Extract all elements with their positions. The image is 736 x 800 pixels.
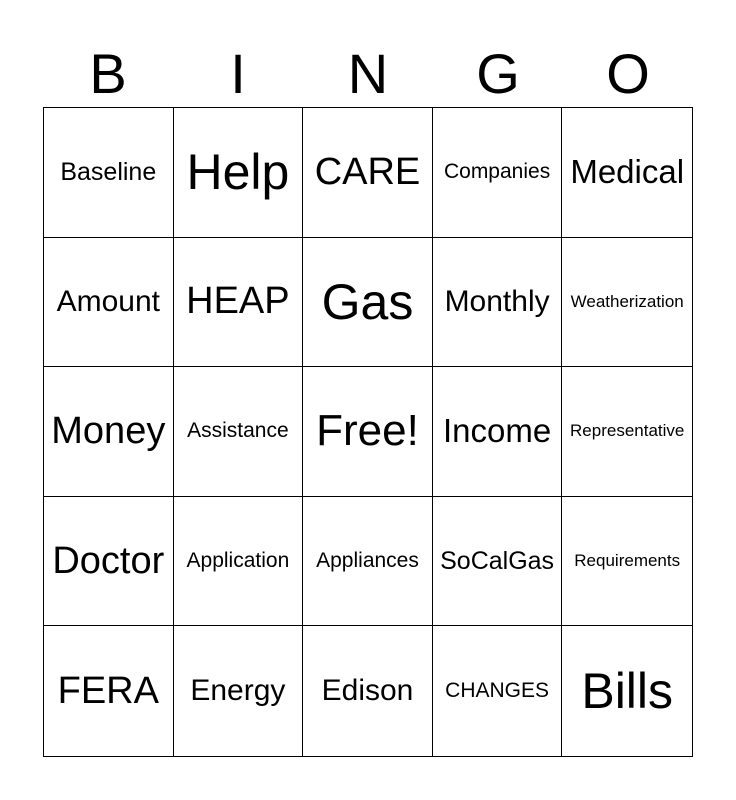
header-letter-o: O [606,42,650,105]
bingo-cell[interactable]: HEAP [174,238,304,368]
bingo-cell[interactable]: Companies [433,108,563,238]
bingo-cell[interactable]: SoCalGas [433,497,563,627]
bingo-cell[interactable]: Assistance [174,367,304,497]
header-letter-b: B [89,42,127,105]
bingo-cell[interactable]: Energy [174,626,304,756]
bingo-cell[interactable]: Baseline [44,108,174,238]
bingo-cell[interactable]: Money [44,367,174,497]
bingo-cell[interactable]: Medical [562,108,692,238]
bingo-cell[interactable]: Edison [303,626,433,756]
bingo-cell[interactable]: Application [174,497,304,627]
bingo-cell[interactable]: Appliances [303,497,433,627]
bingo-cell[interactable]: Amount [44,238,174,368]
bingo-cell[interactable]: FERA [44,626,174,756]
bingo-cell[interactable]: Doctor [44,497,174,627]
bingo-cell[interactable]: CARE [303,108,433,238]
bingo-cell[interactable]: Income [433,367,563,497]
header-letter-g: G [476,42,520,105]
bingo-cell[interactable]: CHANGES [433,626,563,756]
bingo-cell[interactable]: Requirements [562,497,692,627]
bingo-cell[interactable]: Representative [562,367,692,497]
header-letter-n: N [347,42,389,105]
bingo-cell[interactable]: Bills [581,663,674,720]
bingo-header [43,40,693,108]
bingo-grid [43,107,693,757]
bingo-cell[interactable]: Help [174,108,304,238]
header-letter-i: I [230,42,246,105]
bingo-cell[interactable]: Monthly [433,238,563,368]
bingo-cell[interactable]: Gas [303,238,433,368]
free-space-cell[interactable]: Free! [303,367,433,497]
bingo-cell[interactable]: Weatherization [562,238,692,368]
